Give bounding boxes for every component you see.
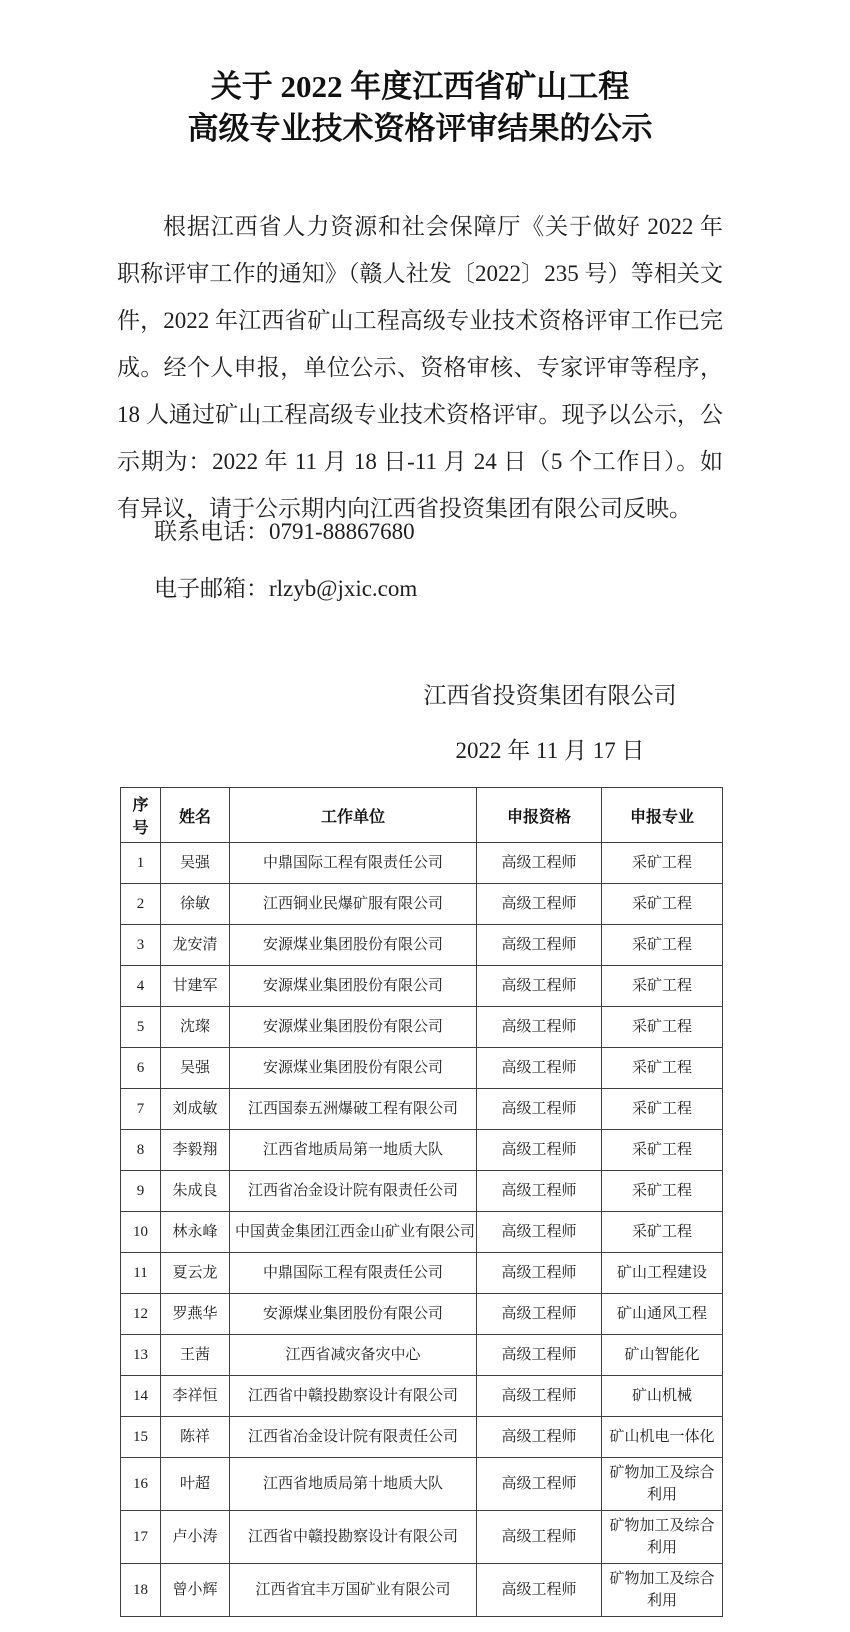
table-cell: 龙安清 bbox=[161, 925, 230, 966]
table-cell: 采矿工程 bbox=[602, 925, 723, 966]
results-table bbox=[120, 787, 723, 1617]
table-cell: 安源煤业集团股份有限公司 bbox=[230, 1007, 477, 1048]
table-row bbox=[121, 1089, 723, 1130]
table-cell: 7 bbox=[121, 1089, 161, 1130]
table-cell: 高级工程师 bbox=[477, 1417, 602, 1458]
table-cell: 2 bbox=[121, 884, 161, 925]
table-row bbox=[121, 1294, 723, 1335]
table-cell: 徐敏 bbox=[161, 884, 230, 925]
table-cell: 高级工程师 bbox=[477, 1376, 602, 1417]
table-cell: 叶超 bbox=[161, 1458, 230, 1511]
table-cell: 10 bbox=[121, 1212, 161, 1253]
table-cell: 高级工程师 bbox=[477, 1458, 602, 1511]
table-cell: 沈璨 bbox=[161, 1007, 230, 1048]
table-cell: 13 bbox=[121, 1335, 161, 1376]
table-cell: 矿山智能化 bbox=[602, 1335, 723, 1376]
table-cell: 8 bbox=[121, 1130, 161, 1171]
table-cell: 罗燕华 bbox=[161, 1294, 230, 1335]
table-cell: 9 bbox=[121, 1171, 161, 1212]
table-cell: 卢小涛 bbox=[161, 1511, 230, 1564]
table-cell: 高级工程师 bbox=[477, 1171, 602, 1212]
table-cell: 朱成良 bbox=[161, 1171, 230, 1212]
table-cell: 矿物加工及综合利用 bbox=[602, 1458, 723, 1511]
table-row bbox=[121, 925, 723, 966]
table-row bbox=[121, 1417, 723, 1458]
table-cell: 安源煤业集团股份有限公司 bbox=[230, 1048, 477, 1089]
table-cell: 采矿工程 bbox=[602, 1130, 723, 1171]
table-cell: 甘建军 bbox=[161, 966, 230, 1007]
table-row-header bbox=[121, 788, 723, 843]
table-cell: 高级工程师 bbox=[477, 925, 602, 966]
table-cell: 高级工程师 bbox=[477, 1089, 602, 1130]
table-cell: 矿山工程建设 bbox=[602, 1253, 723, 1294]
table-cell: 高级工程师 bbox=[477, 1253, 602, 1294]
table-body bbox=[121, 843, 723, 1617]
table-cell: 江西省地质局第十地质大队 bbox=[230, 1458, 477, 1511]
contact-phone: 联系电话：0791-88867680 bbox=[154, 519, 415, 544]
table-cell: 林永峰 bbox=[161, 1212, 230, 1253]
table-cell: 采矿工程 bbox=[602, 966, 723, 1007]
table-cell: 江西省冶金设计院有限责任公司 bbox=[230, 1171, 477, 1212]
table-cell: 高级工程师 bbox=[477, 1130, 602, 1171]
table-cell: 15 bbox=[121, 1417, 161, 1458]
contact-email: 电子邮箱：rlzyb@jxic.com bbox=[154, 576, 418, 601]
table-cell: 3 bbox=[121, 925, 161, 966]
table-cell: 江西铜业民爆矿服有限公司 bbox=[230, 884, 477, 925]
body-paragraph: 根据江西省人力资源和社会保障厅《关于做好 2022 年职称评审工作的通知》（赣人社发〔2022〕235 号）等相关文件，2022 年江西省矿山工程高级专业技术资格评审工作已完成。经个人申报，单位公示、资格审核、专家评审等程序，18 人通过矿山工程高级专业技术资格评审。现予以公示，公示期为：2022 年 11 月 18 日-11 月 24 日（5 个工作日）。如有异议，请于公示期内向江西省投资集团有限公司反映。 bbox=[117, 214, 723, 521]
table-cell: 李祥恒 bbox=[161, 1376, 230, 1417]
table-cell: 16 bbox=[121, 1458, 161, 1511]
table-cell: 高级工程师 bbox=[477, 1335, 602, 1376]
table-cell: 采矿工程 bbox=[602, 1048, 723, 1089]
document-title bbox=[117, 66, 723, 150]
table-cell: 高级工程师 bbox=[477, 1048, 602, 1089]
table-row bbox=[121, 966, 723, 1007]
table-cell: 矿物加工及综合利用 bbox=[602, 1564, 723, 1617]
table-cell: 江西省减灾备灾中心 bbox=[230, 1335, 477, 1376]
table-cell: 高级工程师 bbox=[477, 1212, 602, 1253]
table-cell: 采矿工程 bbox=[602, 1171, 723, 1212]
table-cell: 高级工程师 bbox=[477, 1007, 602, 1048]
table-row bbox=[121, 1171, 723, 1212]
signature-date: 2022 年 11 月 17 日 bbox=[455, 738, 645, 763]
table-cell: 矿山通风工程 bbox=[602, 1294, 723, 1335]
table-row bbox=[121, 1511, 723, 1564]
table-row bbox=[121, 1048, 723, 1089]
table-cell: 采矿工程 bbox=[602, 884, 723, 925]
table-cell: 6 bbox=[121, 1048, 161, 1089]
table-cell: 采矿工程 bbox=[602, 1007, 723, 1048]
table-cell: 矿物加工及综合利用 bbox=[602, 1511, 723, 1564]
table-cell: 高级工程师 bbox=[477, 884, 602, 925]
table-cell: 采矿工程 bbox=[602, 843, 723, 884]
table-cell: 夏云龙 bbox=[161, 1253, 230, 1294]
table-cell: 曾小辉 bbox=[161, 1564, 230, 1617]
table-cell: 4 bbox=[121, 966, 161, 1007]
table-cell: 高级工程师 bbox=[477, 1511, 602, 1564]
table-row bbox=[121, 1212, 723, 1253]
table-row bbox=[121, 843, 723, 884]
table-cell: 王茜 bbox=[161, 1335, 230, 1376]
table-row bbox=[121, 1564, 723, 1617]
table-cell: 采矿工程 bbox=[602, 1212, 723, 1253]
table-cell: 采矿工程 bbox=[602, 1089, 723, 1130]
column-header: 序号 bbox=[121, 788, 161, 843]
table-cell: 刘成敏 bbox=[161, 1089, 230, 1130]
column-header: 申报资格 bbox=[477, 788, 602, 843]
table-cell: 高级工程师 bbox=[477, 843, 602, 884]
column-header: 姓名 bbox=[161, 788, 230, 843]
table-cell: 江西省中赣投勘察设计有限公司 bbox=[230, 1376, 477, 1417]
table-cell: 11 bbox=[121, 1253, 161, 1294]
table-cell: 中国黄金集团江西金山矿业有限公司 bbox=[230, 1212, 477, 1253]
column-header: 申报专业 bbox=[602, 788, 723, 843]
table-cell: 李毅翔 bbox=[161, 1130, 230, 1171]
table-cell: 矿山机械 bbox=[602, 1376, 723, 1417]
table-cell: 江西省冶金设计院有限责任公司 bbox=[230, 1417, 477, 1458]
table-row bbox=[121, 884, 723, 925]
table-row bbox=[121, 1458, 723, 1511]
table-cell: 1 bbox=[121, 843, 161, 884]
table-cell: 安源煤业集团股份有限公司 bbox=[230, 925, 477, 966]
table-cell: 中鼎国际工程有限责任公司 bbox=[230, 843, 477, 884]
document-title-line1: 关于 2022 年度江西省矿山工程 bbox=[210, 69, 630, 104]
signature-block bbox=[380, 672, 720, 774]
column-header: 工作单位 bbox=[230, 788, 477, 843]
table-cell: 高级工程师 bbox=[477, 1564, 602, 1617]
table-cell: 矿山机电一体化 bbox=[602, 1417, 723, 1458]
table-row bbox=[121, 1253, 723, 1294]
table-header-row bbox=[121, 788, 723, 843]
table-cell: 江西省地质局第一地质大队 bbox=[230, 1130, 477, 1171]
table-cell: 安源煤业集团股份有限公司 bbox=[230, 966, 477, 1007]
table-row bbox=[121, 1007, 723, 1048]
table-cell: 高级工程师 bbox=[477, 1294, 602, 1335]
table-cell: 安源煤业集团股份有限公司 bbox=[230, 1294, 477, 1335]
table-cell: 江西省中赣投勘察设计有限公司 bbox=[230, 1511, 477, 1564]
table-cell: 14 bbox=[121, 1376, 161, 1417]
table-cell: 吴强 bbox=[161, 843, 230, 884]
table-cell: 5 bbox=[121, 1007, 161, 1048]
table-cell: 中鼎国际工程有限责任公司 bbox=[230, 1253, 477, 1294]
signature-organization: 江西省投资集团有限公司 bbox=[423, 683, 677, 708]
document-title-line2: 高级专业技术资格评审结果的公示 bbox=[187, 111, 653, 146]
table-cell: 吴强 bbox=[161, 1048, 230, 1089]
table-row bbox=[121, 1335, 723, 1376]
table-row bbox=[121, 1130, 723, 1171]
table-cell: 18 bbox=[121, 1564, 161, 1617]
table-cell: 江西省宜丰万国矿业有限公司 bbox=[230, 1564, 477, 1617]
table-cell: 高级工程师 bbox=[477, 966, 602, 1007]
table-cell: 12 bbox=[121, 1294, 161, 1335]
table-cell: 江西国泰五洲爆破工程有限公司 bbox=[230, 1089, 477, 1130]
table-row bbox=[121, 1376, 723, 1417]
table-cell: 陈祥 bbox=[161, 1417, 230, 1458]
table-cell: 17 bbox=[121, 1511, 161, 1564]
